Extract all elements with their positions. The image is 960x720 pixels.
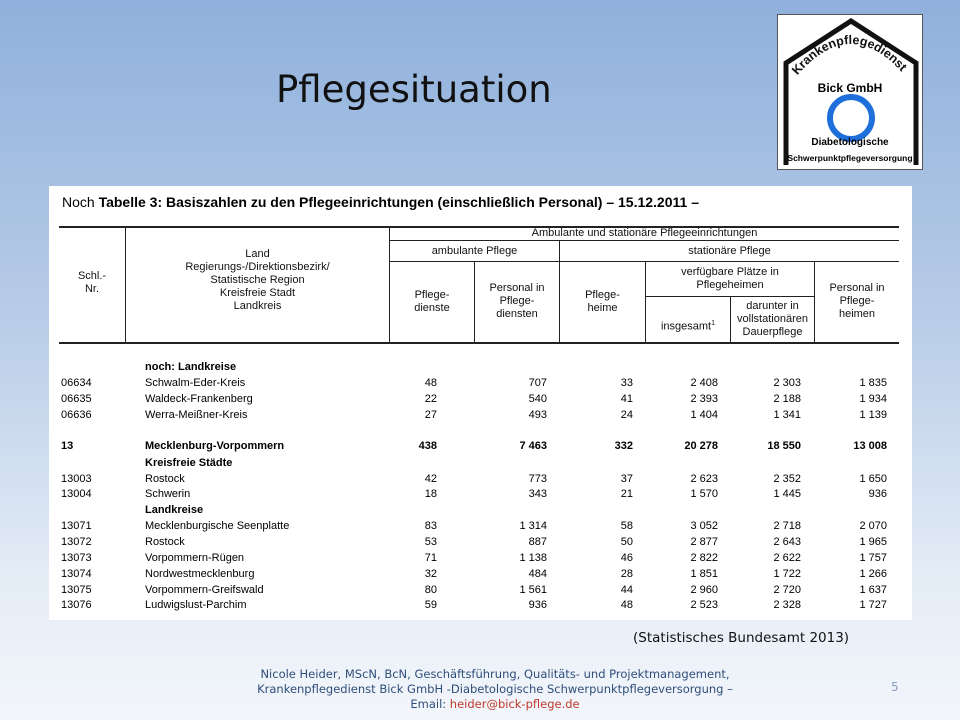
table-heading-prefix: Noch <box>62 194 95 210</box>
row-value: 2 718 <box>773 520 801 532</box>
row-value: 707 <box>528 377 547 389</box>
table-row <box>49 584 912 599</box>
row-value: 59 <box>424 599 437 611</box>
row-value: 1 722 <box>773 568 801 580</box>
row-value: 7 463 <box>519 440 547 452</box>
row-value: 1 851 <box>690 568 718 580</box>
row-value: 2 070 <box>859 520 887 532</box>
footer-email-label: Email: <box>410 697 450 711</box>
footer <box>160 667 830 712</box>
row-value: 44 <box>620 584 633 596</box>
footer-line-1: Nicole Heider, MScN, BcN, Geschäftsführung, Qualitäts- und Projektmanagement, <box>260 667 730 681</box>
group-header-top: Ambulante und stationäre Pflegeeinrichtungen <box>531 227 758 239</box>
header-bottom-rule <box>59 342 899 344</box>
logo-subtitle-2: Schwerpunktpflegeversorgung <box>787 153 913 163</box>
row-name: Schwalm-Eder-Kreis <box>145 377 246 389</box>
row-value: 1 266 <box>859 568 887 580</box>
row-code: 06634 <box>61 377 92 389</box>
row-code: 13073 <box>61 552 92 564</box>
row-value: 2 393 <box>690 393 718 405</box>
row-value: 332 <box>614 440 633 452</box>
row-value: 48 <box>620 599 633 611</box>
col-header-pflegeheime: Pflege- heime <box>585 289 620 314</box>
footer-email-link[interactable]: heider@bick-pflege.de <box>449 697 580 711</box>
table-row <box>49 568 912 583</box>
row-value: 2 960 <box>690 584 718 596</box>
row-value: 1 139 <box>859 409 887 421</box>
col-header-darunter: darunter in vollstationären Dauerpflege <box>737 300 808 338</box>
row-name: Schwerin <box>145 488 191 500</box>
table-row <box>49 552 912 567</box>
row-name: Werra-Meißner-Kreis <box>145 409 248 421</box>
row-value: 2 623 <box>690 473 718 485</box>
row-value: 2 328 <box>773 599 801 611</box>
page-number: 5 <box>891 680 899 694</box>
row-value: 2 188 <box>773 393 801 405</box>
row-value: 80 <box>424 584 437 596</box>
row-value: 484 <box>528 568 547 580</box>
col-header-insgesamt: insgesamt$^1$ <box>660 320 716 333</box>
row-value: 1 965 <box>859 536 887 548</box>
row-value: 1 727 <box>859 599 887 611</box>
row-code: 13004 <box>61 488 92 500</box>
row-code: 06635 <box>61 393 92 405</box>
row-code: 13 <box>61 440 74 452</box>
table-row <box>49 409 912 424</box>
table-row <box>49 520 912 535</box>
row-value: 2 877 <box>690 536 718 548</box>
row-value: 1 934 <box>859 393 887 405</box>
row-code: 13003 <box>61 473 92 485</box>
row-code: 13076 <box>61 599 92 611</box>
row-name: Waldeck-Frankenberg <box>145 393 253 405</box>
header-rule <box>389 261 899 262</box>
row-value: 41 <box>620 393 633 405</box>
slide-title: Pflegesituation <box>276 68 552 111</box>
row-value: 2 622 <box>773 552 801 564</box>
table-document <box>49 186 912 620</box>
row-name: Kreisfreie Städte <box>145 457 233 469</box>
table-row <box>49 504 912 519</box>
table-row <box>49 361 912 376</box>
row-name: Rostock <box>145 473 185 485</box>
row-value: 58 <box>620 520 633 532</box>
row-value: 1 637 <box>859 584 887 596</box>
row-value: 2 720 <box>773 584 801 596</box>
group-header-stationaer: stationäre Pflege <box>688 245 771 257</box>
row-value: 18 <box>424 488 437 500</box>
table-row <box>49 473 912 488</box>
row-value: 2 408 <box>690 377 718 389</box>
row-name: Mecklenburg-Vorpommern <box>145 440 285 452</box>
source-citation: (Statistisches Bundesamt 2013) <box>633 630 850 646</box>
row-value: 493 <box>528 409 547 421</box>
row-name: Mecklenburgische Seenplatte <box>145 520 290 532</box>
group-header-ambulant: ambulante Pflege <box>431 245 518 257</box>
row-code: 13071 <box>61 520 92 532</box>
header-rule <box>389 240 899 241</box>
row-value: 773 <box>528 473 547 485</box>
row-name: Ludwigslust-Parchim <box>145 599 247 611</box>
row-value: 936 <box>868 488 887 500</box>
row-value: 28 <box>620 568 633 580</box>
row-value: 83 <box>424 520 437 532</box>
row-value: 46 <box>620 552 633 564</box>
table-row <box>49 393 912 408</box>
row-value: 1 138 <box>519 552 547 564</box>
row-value: 1 650 <box>859 473 887 485</box>
table-heading <box>62 194 699 210</box>
row-value: 438 <box>418 440 437 452</box>
row-value: 1 835 <box>859 377 887 389</box>
logo-arc-text: Krankenpflegedienst <box>789 32 910 78</box>
row-value: 50 <box>620 536 633 548</box>
group-header-plaetze: verfügbare Plätze in Pflegeheimen <box>681 266 779 291</box>
row-value: 53 <box>424 536 437 548</box>
svg-text:Krankenpflegedienst <box>789 33 910 77</box>
header-divider <box>389 226 390 343</box>
row-value: 27 <box>424 409 437 421</box>
footer-line-2: Krankenpflegedienst Bick GmbH -Diabetologische Schwerpunktpflegeversorgung – <box>257 682 733 696</box>
table-row <box>49 377 912 392</box>
row-value: 13 008 <box>853 440 887 452</box>
row-code: 13074 <box>61 568 92 580</box>
row-value: 343 <box>528 488 547 500</box>
col-header-land: Land Regierungs-/Direktionsbezirk/ Statistische Region Kreisfreie Stadt Landkreis <box>185 248 330 312</box>
table-row <box>49 457 912 472</box>
col-header-personal-dienste: Personal in Pflege- diensten <box>489 282 545 320</box>
row-value: 1 341 <box>773 409 801 421</box>
row-name: Vorpommern-Greifswald <box>145 584 264 596</box>
row-value: 887 <box>528 536 547 548</box>
row-value: 1 757 <box>859 552 887 564</box>
row-name: Vorpommern-Rügen <box>145 552 245 564</box>
row-code: 06636 <box>61 409 92 421</box>
logo-company-name: Bick GmbH <box>817 81 883 95</box>
row-value: 21 <box>620 488 633 500</box>
table-heading-text: Tabelle 3: Basiszahlen zu den Pflegeeinrichtungen (einschließlich Personal) – 15.12.2011 – <box>98 194 699 210</box>
row-code: 13075 <box>61 584 92 596</box>
table-row <box>49 536 912 551</box>
row-value: 2 643 <box>773 536 801 548</box>
row-value: 71 <box>424 552 437 564</box>
row-name: Landkreise <box>145 504 204 516</box>
row-value: 32 <box>424 568 437 580</box>
row-value: 936 <box>528 599 547 611</box>
table-row <box>49 488 912 503</box>
row-value: 20 278 <box>684 440 718 452</box>
row-value: 48 <box>424 377 437 389</box>
row-value: 1 404 <box>690 409 718 421</box>
row-name: Rostock <box>145 536 185 548</box>
row-value: 2 822 <box>690 552 718 564</box>
row-value: 2 352 <box>773 473 801 485</box>
row-name: noch: Landkreise <box>145 361 237 373</box>
col-header-personal-heime: Personal in Pflege- heimen <box>829 282 885 320</box>
row-value: 22 <box>424 393 437 405</box>
row-value: 42 <box>424 473 437 485</box>
table-row <box>49 440 912 455</box>
logo-subtitle-1: Diabetologische <box>811 137 889 148</box>
row-value: 24 <box>620 409 633 421</box>
row-value: 540 <box>528 393 547 405</box>
row-value: 2 303 <box>773 377 801 389</box>
row-value: 1 314 <box>519 520 547 532</box>
row-value: 1 445 <box>773 488 801 500</box>
col-header-code: Schl.- Nr. <box>77 270 107 295</box>
table-row <box>49 599 912 614</box>
row-value: 37 <box>620 473 633 485</box>
company-logo <box>777 14 923 170</box>
row-value: 1 570 <box>690 488 718 500</box>
footer-line-3 <box>160 697 830 712</box>
logo-ring-icon <box>830 97 872 139</box>
row-value: 1 561 <box>519 584 547 596</box>
row-name: Nordwestmecklenburg <box>145 568 255 580</box>
row-value: 18 550 <box>767 440 801 452</box>
row-value: 2 523 <box>690 599 718 611</box>
row-code: 13072 <box>61 536 92 548</box>
row-value: 3 052 <box>690 520 718 532</box>
col-header-pflegedienste: Pflege- dienste <box>414 289 450 314</box>
row-value: 33 <box>620 377 633 389</box>
